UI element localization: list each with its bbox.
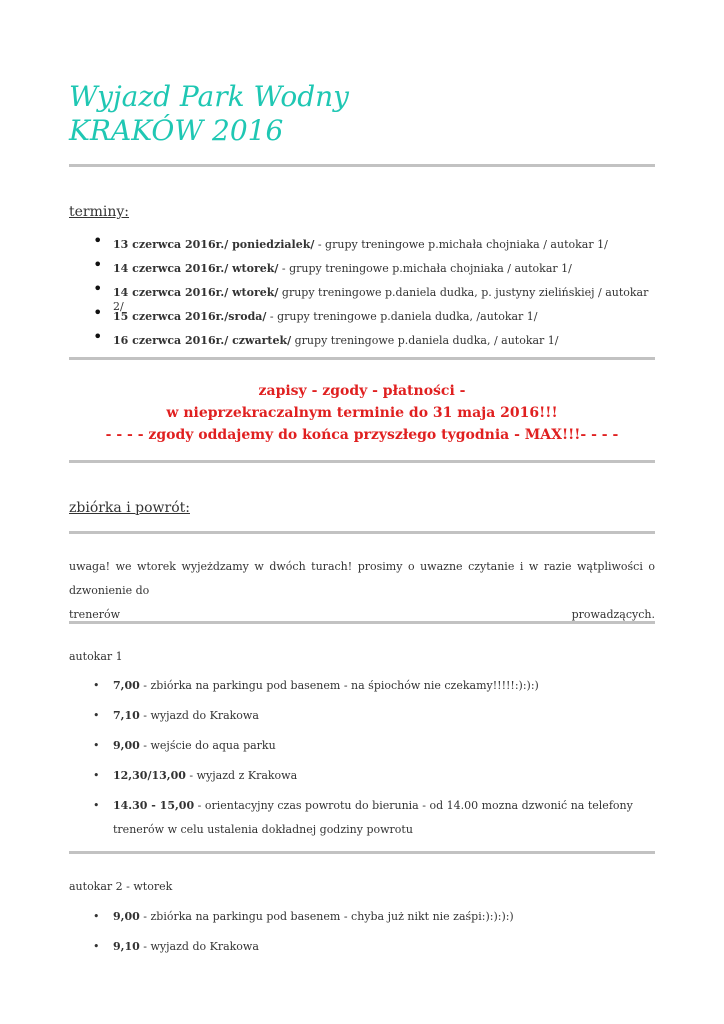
schedule-time: 12,30/13,00 [113,769,186,782]
bus2-schedule [69,905,655,965]
document-title [69,80,349,148]
list-item [69,674,655,698]
title-line-2: KRAKÓW 2016 [69,114,284,147]
list-item [69,704,655,728]
bus2-label: autokar 2 - wtorek [69,880,173,893]
schedule-time: 7,10 [113,709,140,722]
title-line-1: Wyjazd Park Wodny [69,80,349,113]
divider [69,531,655,534]
list-item [69,935,655,959]
warning-line-1: uwaga! we wtorek wyjeżdzamy w dwóch turach! prosimy o uwazne czytanie i w razie wątpliwości o dzwonienie do [69,560,655,597]
notice-line-2: w nieprzekraczalnym terminie do 31 maja 2016!!! [166,405,558,421]
schedule-time: 7,00 [113,679,140,692]
list-item [69,734,655,758]
schedule-desc: - wyjazd z Krakowa [185,769,298,782]
term-date: 16 czerwca 2016r./ czwartek/ [113,334,292,347]
schedule-time: 9,10 [113,940,140,953]
list-item [69,764,655,788]
notice-line-1: zapisy - zgody - płatności - [258,383,466,399]
schedule-desc: - orientacyjny czas powrotu do bierunia - od 14.00 mozna dzwonić na telefony trenerów w celu ustalenia dokładnej godziny powrotu [113,799,633,836]
bus1-label: autokar 1 [69,650,123,663]
schedule-desc: - wyjazd do Krakowa [139,709,259,722]
notice-line-3: - - - - zgody oddajemy do końca przyszłego tygodnia - MAX!!!- - - - [105,427,619,443]
schedule-time: 14.30 - 15,00 [113,799,195,812]
list-item [69,286,655,313]
term-desc: - grupy treningowe p.michała chojniaka / autokar 1/ [314,238,608,251]
terms-list [69,238,655,358]
schedule-time: 9,00 [113,910,140,923]
divider [69,357,655,360]
schedule-desc: - wejście do aqua parku [139,739,276,752]
warning-word: prowadzących. [571,608,655,621]
term-desc: grupy treningowe p.daniela dudka, / autokar 1/ [291,334,559,347]
schedule-time: 9,00 [113,739,140,752]
list-item [69,905,655,929]
divider [69,851,655,854]
schedule-desc: - zbiórka na parkingu pod basenem - chyba już nikt nie zaśpi:):):):) [139,910,514,923]
term-date: 13 czerwca 2016r./ poniedzialek/ [113,238,315,251]
list-item [69,238,655,262]
gathering-label: zbiórka i powrót: [69,500,190,516]
registration-notice [69,380,655,446]
list-item [69,310,655,334]
divider [69,460,655,463]
term-desc: - grupy treningowe p.michała chojniaka / autokar 1/ [278,262,572,275]
term-desc: - grupy treningowe p.daniela dudka, /autokar 1/ [266,310,538,323]
list-item [69,334,655,358]
divider [69,621,655,624]
bus1-schedule [69,674,655,848]
warning-word: trenerów [69,608,121,621]
term-date: 15 czerwca 2016r./sroda/ [113,310,267,323]
term-desc: grupy treningowe p.daniela dudka, p. justyny zielińskiej / autokar 2/ [113,286,649,313]
schedule-desc: - wyjazd do Krakowa [139,940,259,953]
term-date: 14 czerwca 2016r./ wtorek/ [113,262,279,275]
list-item [69,262,655,286]
warning-paragraph [69,555,655,627]
list-item [69,794,655,842]
terms-label: terminy: [69,204,129,220]
divider [69,164,655,167]
schedule-desc: - zbiórka na parkingu pod basenem - na śpiochów nie czekamy!!!!!:):):) [139,679,539,692]
term-date: 14 czerwca 2016r./ wtorek/ [113,286,279,299]
